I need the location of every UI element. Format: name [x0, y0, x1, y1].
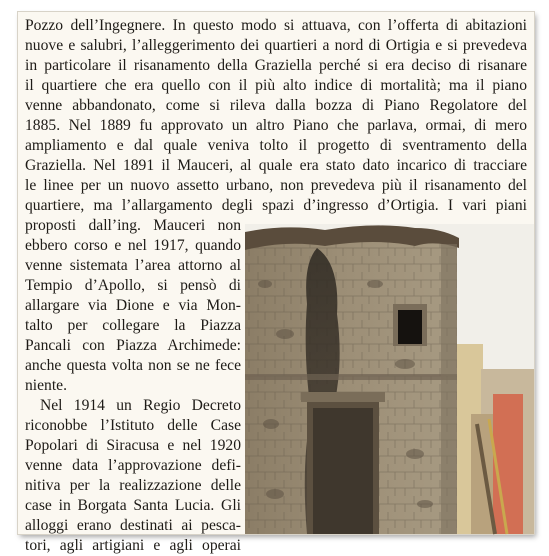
- column-text-line: alloggi erano destinati ai pesca-: [25, 517, 241, 534]
- building-photo-icon: [245, 224, 534, 534]
- column-text-line: Pancali con Piazza Archimede:: [25, 337, 241, 354]
- column-text-line: tori, agli artigiani e agli operai: [25, 537, 241, 554]
- column-text-line: nitiva per la realizzazione delle: [25, 477, 241, 494]
- column-text-line: venne sistemata l’area attorno al: [25, 257, 241, 274]
- column-text-line: venne data l’approvazione defi-: [25, 457, 241, 474]
- column-text-line: riconobbe l’Istituto delle Case: [25, 417, 241, 434]
- column-text-line: Nel 1914 un Regio Decreto: [40, 397, 241, 414]
- column-text-line: niente.: [25, 377, 67, 394]
- column-text-line: case in Borgata Santa Lucia. Gli: [25, 497, 241, 514]
- text-line: 1885. Nel 1889 fu approvato un altro Piano che parlava, ormai, di mero: [25, 117, 527, 134]
- text-line: Pozzo dell’Ingegnere. In questo modo si attuava, con l’offerta di abitazioni: [25, 17, 527, 34]
- text-line: quartiere, ma l’allargamento degli spazi d’ingresso d’Ortigia. I vari piani: [25, 197, 527, 214]
- column-text-line: Popolari di Siracusa e nel 1920: [25, 437, 241, 454]
- text-line: ampliamento e dal quale veniva tolto il progetto di sventramento della: [25, 137, 527, 154]
- text-line: Graziella. Nel 1891 il Mauceri, al quale era stato dato incarico di tracciare: [25, 157, 527, 174]
- column-text-line: proposti dall’ing. Mauceri non: [25, 217, 241, 234]
- column-text-line: allargare via Dione e via Mon-: [25, 297, 241, 314]
- text-line: venne abbandonato, come si rileva dalla bozza di Piano Regolatore del: [25, 97, 527, 114]
- text-line: le linee per un nuovo assetto urbano, non prevedeva più il risanamento del: [25, 177, 527, 194]
- column-text-line: Tempio d’Apollo, si pensò di: [25, 277, 241, 294]
- book-page: [18, 12, 534, 554]
- column-text-line: anche questa volta non se ne fece: [25, 357, 241, 374]
- text-line: il quartiere che era quello con il più alto indice di mortalità; ma il piano: [25, 77, 527, 94]
- text-line: nuove e salubri, l’alleggerimento dei quartieri a nord di Ortigia e si prevedeva: [25, 37, 527, 54]
- column-text-line: ebbero corso e nel 1917, quando: [25, 237, 241, 254]
- text-line: in particolare il risanamento della Graziella perché si era deciso di risanare: [25, 57, 527, 74]
- column-text-line: talto per collegare la Piazza: [25, 317, 241, 334]
